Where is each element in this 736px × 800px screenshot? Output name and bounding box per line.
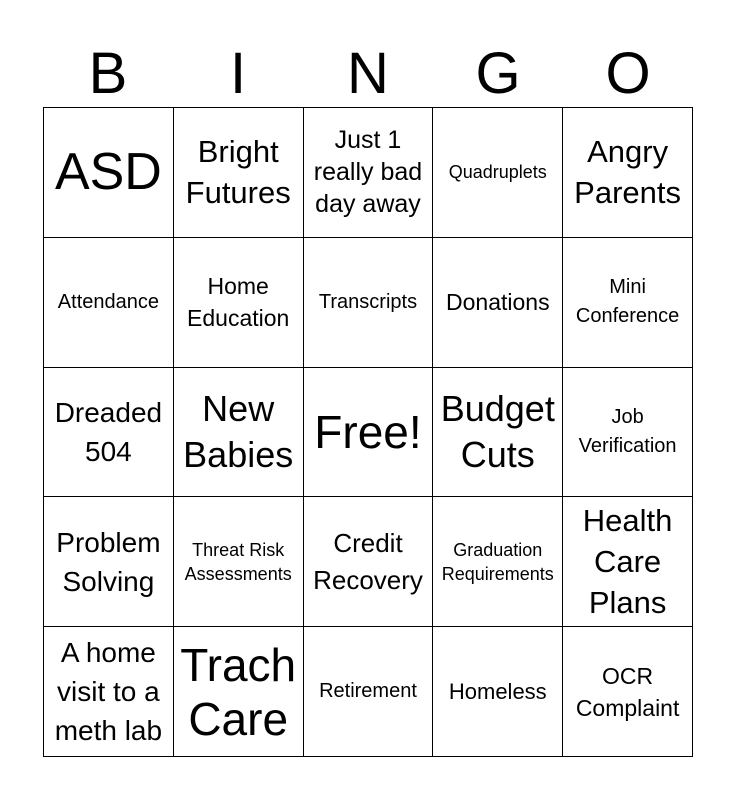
cell-label: Free! [314,405,422,458]
cell-label: Problem Solving [56,526,161,597]
bingo-cell[interactable] [433,368,563,498]
cell-label: Quadruplets [448,162,547,183]
cell-label: Credit Recovery [313,527,423,595]
cell-label: Graduation Requirements [441,539,554,584]
bingo-cell[interactable] [174,368,304,498]
cell-label: A home visit to a meth lab [54,637,163,747]
bingo-cell[interactable] [304,108,434,238]
cell-label: Trach Care [180,638,297,745]
bingo-board [43,107,693,757]
bingo-cell[interactable] [433,238,563,368]
bingo-cell[interactable] [44,368,174,498]
cell-label: Retirement [319,680,417,703]
bingo-cell[interactable] [304,497,434,627]
bingo-cell[interactable] [563,108,693,238]
bingo-cell[interactable] [433,497,563,627]
cell-label: ASD [54,143,162,202]
bingo-cell[interactable] [304,238,434,368]
cell-label: Just 1 really bad day away [313,126,423,219]
cell-label: Health Care Plans [582,503,673,621]
cell-label: Angry Parents [574,134,682,211]
bingo-cell[interactable] [304,627,434,757]
cell-label: Job Verification [578,405,677,457]
cell-label: New Babies [183,387,294,475]
bingo-cell[interactable] [174,497,304,627]
cell-label: Donations [446,289,550,316]
bingo-cell[interactable] [174,238,304,368]
cell-label: Attendance [57,290,159,313]
cell-label: Home Education [187,273,290,332]
cell-label: Budget Cuts [440,387,555,475]
bingo-cell[interactable] [44,108,174,238]
bingo-cell[interactable] [174,108,304,238]
header-letter-b: B [88,41,128,106]
bingo-cell[interactable] [563,368,693,498]
cell-label: Mini Conference [575,276,680,328]
header-letter-n: N [347,41,389,106]
cell-label: Threat Risk Assessments [184,539,292,584]
bingo-cell[interactable] [563,627,693,757]
cell-label: Transcripts [318,290,418,313]
bingo-cell[interactable] [433,627,563,757]
cell-label: Bright Futures [185,134,291,211]
bingo-cell[interactable] [433,108,563,238]
bingo-cell[interactable] [44,627,174,757]
header-letter-g: G [475,41,521,106]
cell-label: Dreaded 504 [54,396,163,467]
bingo-cell[interactable] [304,368,434,498]
bingo-cell[interactable] [563,238,693,368]
bingo-header [43,40,693,108]
bingo-cell[interactable] [44,497,174,627]
bingo-cell[interactable] [563,497,693,627]
bingo-cell[interactable] [174,627,304,757]
header-letter-i: I [229,41,247,106]
cell-label: Homeless [448,678,547,704]
bingo-cell[interactable] [44,238,174,368]
header-letter-o: O [605,41,651,106]
cell-label: OCR Complaint [575,662,680,721]
